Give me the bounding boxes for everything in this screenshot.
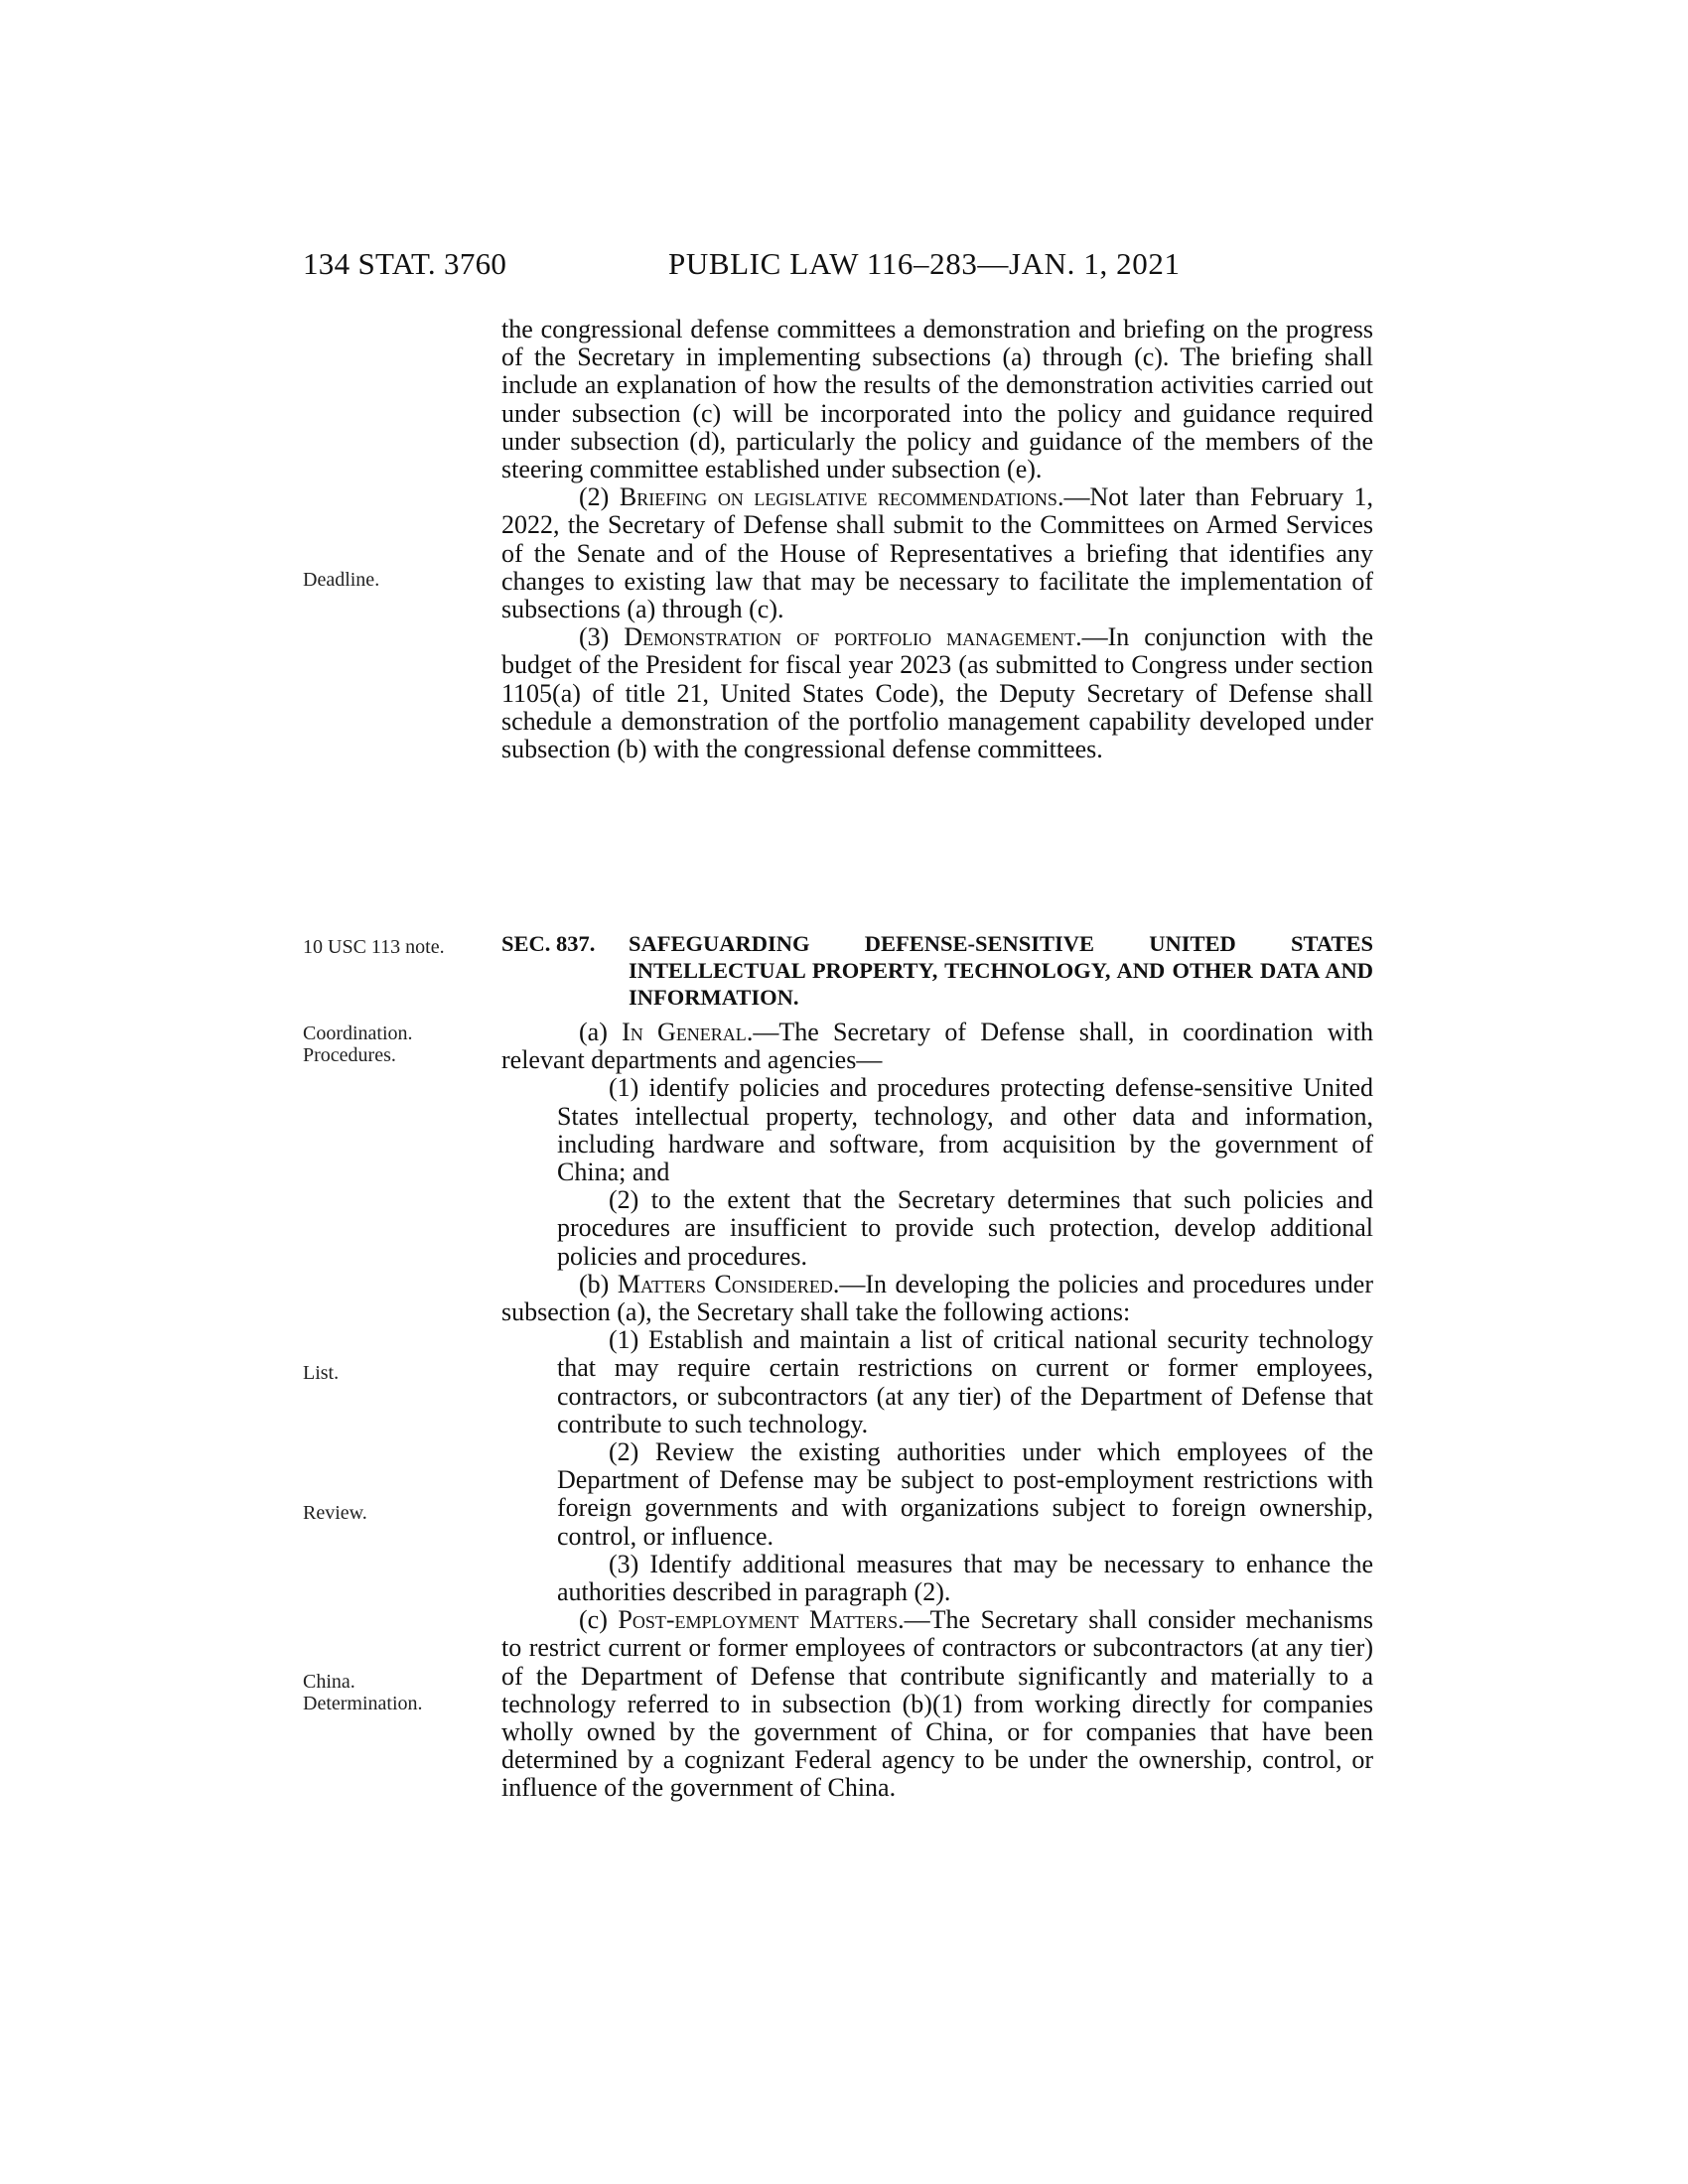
paragraph-2-briefing: (2) Briefing on legislative recommendations.—Not later than February 1, 2022, the Secretary of Defense shall submit to the Committees on Armed Services of the Senate and of the House of Representatives a briefing that identifies any changes to existing law that may be necessary to facilitate the implementation of subsections (a) through (c). bbox=[501, 482, 1374, 624]
section-title: SAFEGUARDING DEFENSE-SENSITIVE UNITED STATES INTELLECTUAL PROPERTY, TECHNOLOGY, AND OTHER DATA AND INFORMATION. bbox=[629, 931, 1373, 1010]
margin-note-usc: 10 USC 113 note. bbox=[303, 936, 445, 958]
subsection-b: (b) Matters Considered.—In developing the policies and procedures under subsection (a), the Secretary shall take the following actions: bbox=[501, 1269, 1373, 1327]
margin-note-review: Review. bbox=[303, 1502, 367, 1524]
margin-note-deadline: Deadline. bbox=[303, 569, 380, 591]
section-837-body bbox=[501, 1019, 1373, 1803]
previous-section-text bbox=[501, 316, 1373, 763]
margin-note-list: List. bbox=[303, 1362, 340, 1384]
stat-page-number: 134 STAT. 3760 bbox=[303, 246, 507, 281]
section-number: SEC. 837. bbox=[501, 931, 596, 956]
subsection-b-3: (3) Identify additional measures that may be necessary to enhance the authorities described in paragraph (2). bbox=[557, 1549, 1373, 1607]
margin-note-coordination-procedures: Coordination. Procedures. bbox=[303, 1023, 413, 1066]
subsection-c: (c) Post-employment Matters.—The Secretary shall consider mechanisms to restrict current or former employees of contractors or subcontractors (at any tier) of the Department of Defense that contribute significantly and materially to a technology referred to in subsection (b)(1) from working directly for companies wholly owned by the government of China, or for companies that have been determined by a cognizant Federal agency to be under the ownership, control, or influence of the government of China. bbox=[501, 1605, 1373, 1803]
public-law-title: PUBLIC LAW 116–283—JAN. 1, 2021 bbox=[668, 246, 1181, 281]
subsection-b-2: (2) Review the existing authorities under which employees of the Department of Defense may be subject to post-employment restrictions with foreign governments and with organizations subject to foreign ownership, control, or influence. bbox=[557, 1437, 1373, 1551]
subsection-a: (a) In General.—The Secretary of Defense shall, in coordination with relevant departments and agencies— bbox=[501, 1018, 1373, 1075]
subsection-b-1: (1) Establish and maintain a list of critical national security technology that may require certain restrictions on current or former employees, contractors, or subcontractors (at any tier) of the Department of Defense that contribute to such technology. bbox=[557, 1325, 1373, 1438]
section-837-heading bbox=[501, 930, 1373, 1011]
subsection-a-2: (2) to the extent that the Secretary determines that such policies and procedures are insufficient to provide such protection, develop additional policies and procedures. bbox=[557, 1185, 1373, 1271]
continuation-paragraph: the congressional defense committees a demonstration and briefing on the progress of the Secretary in implementing subsections (a) through (c). The briefing shall include an explanation of how the results of the demonstration activities carried out under subsection (c) will be incorporated into the policy and guidance required under subsection (d), particularly the policy and guidance of the members of the steering committee established under subsection (e). bbox=[501, 315, 1373, 484]
margin-note-china-determination: China. Determination. bbox=[303, 1671, 423, 1714]
paragraph-3-demonstration: (3) Demonstration of portfolio management.—In conjunction with the budget of the President for fiscal year 2023 (as submitted to Congress under section 1105(a) of title 21, United States Code), the Deputy Secretary of Defense shall schedule a demonstration of the portfolio management capability developed under subsection (b) with the congressional defense committees. bbox=[501, 622, 1373, 764]
page-header bbox=[0, 246, 1688, 286]
subsection-a-1: (1) identify policies and procedures protecting defense-sensitive United States intellectual property, technology, and other data and information, including hardware and software, from acquisition by the government of China; and bbox=[557, 1073, 1373, 1187]
